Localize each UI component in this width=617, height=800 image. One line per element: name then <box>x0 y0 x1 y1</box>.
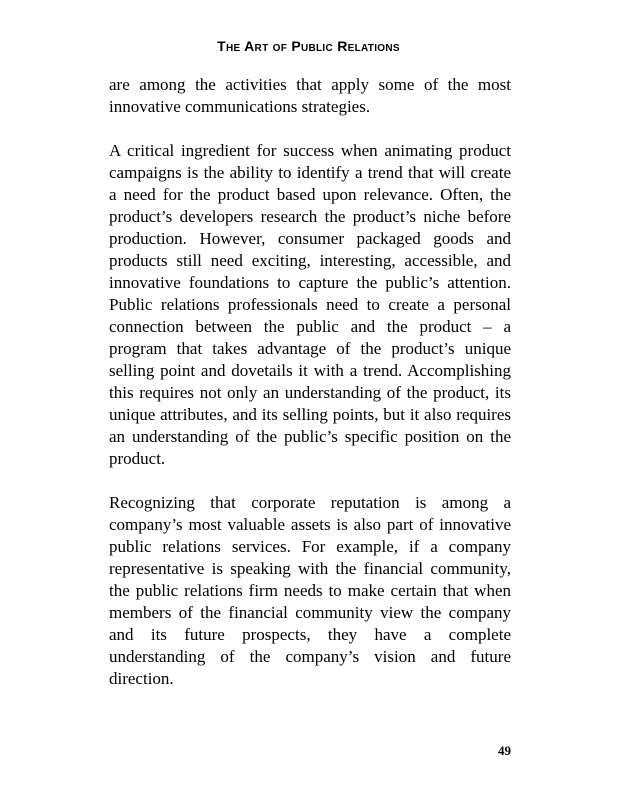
body-text <box>109 74 511 690</box>
paragraph-product-campaigns: A critical ingredient for success when animating product campaigns is the ability to identify a trend that will create a need for the product based upon relevance. Often, the product’s developers research the product’s niche before production. However, consumer packaged goods and products still need exciting, interesting, accessible, and innovative foundations to capture the public’s attention. Public relations professionals need to create a personal connection between the public and the product – a program that takes advantage of the product’s unique selling point and dovetails it with a trend. Accomplishing this requires not only an understanding of the product, its unique attributes, and its selling points, but it also requires an understanding of the public’s specific position on the product. <box>109 141 511 468</box>
page-number: 49 <box>498 743 511 758</box>
running-head-title: The Art of Public Relations <box>217 38 400 54</box>
paragraph-corporate-reputation: Recognizing that corporate reputation is among a company’s most valuable assets is also part of innovative public relations services. For example, if a company representative is speaking with the financial community, the public relations firm needs to make certain that when members of the financial community view the company and its future prospects, they have a complete understanding of the company’s vision and future direction. <box>109 493 511 688</box>
paragraph-continuation: are among the activities that apply some of the most innovative communications strategies. <box>109 75 511 116</box>
